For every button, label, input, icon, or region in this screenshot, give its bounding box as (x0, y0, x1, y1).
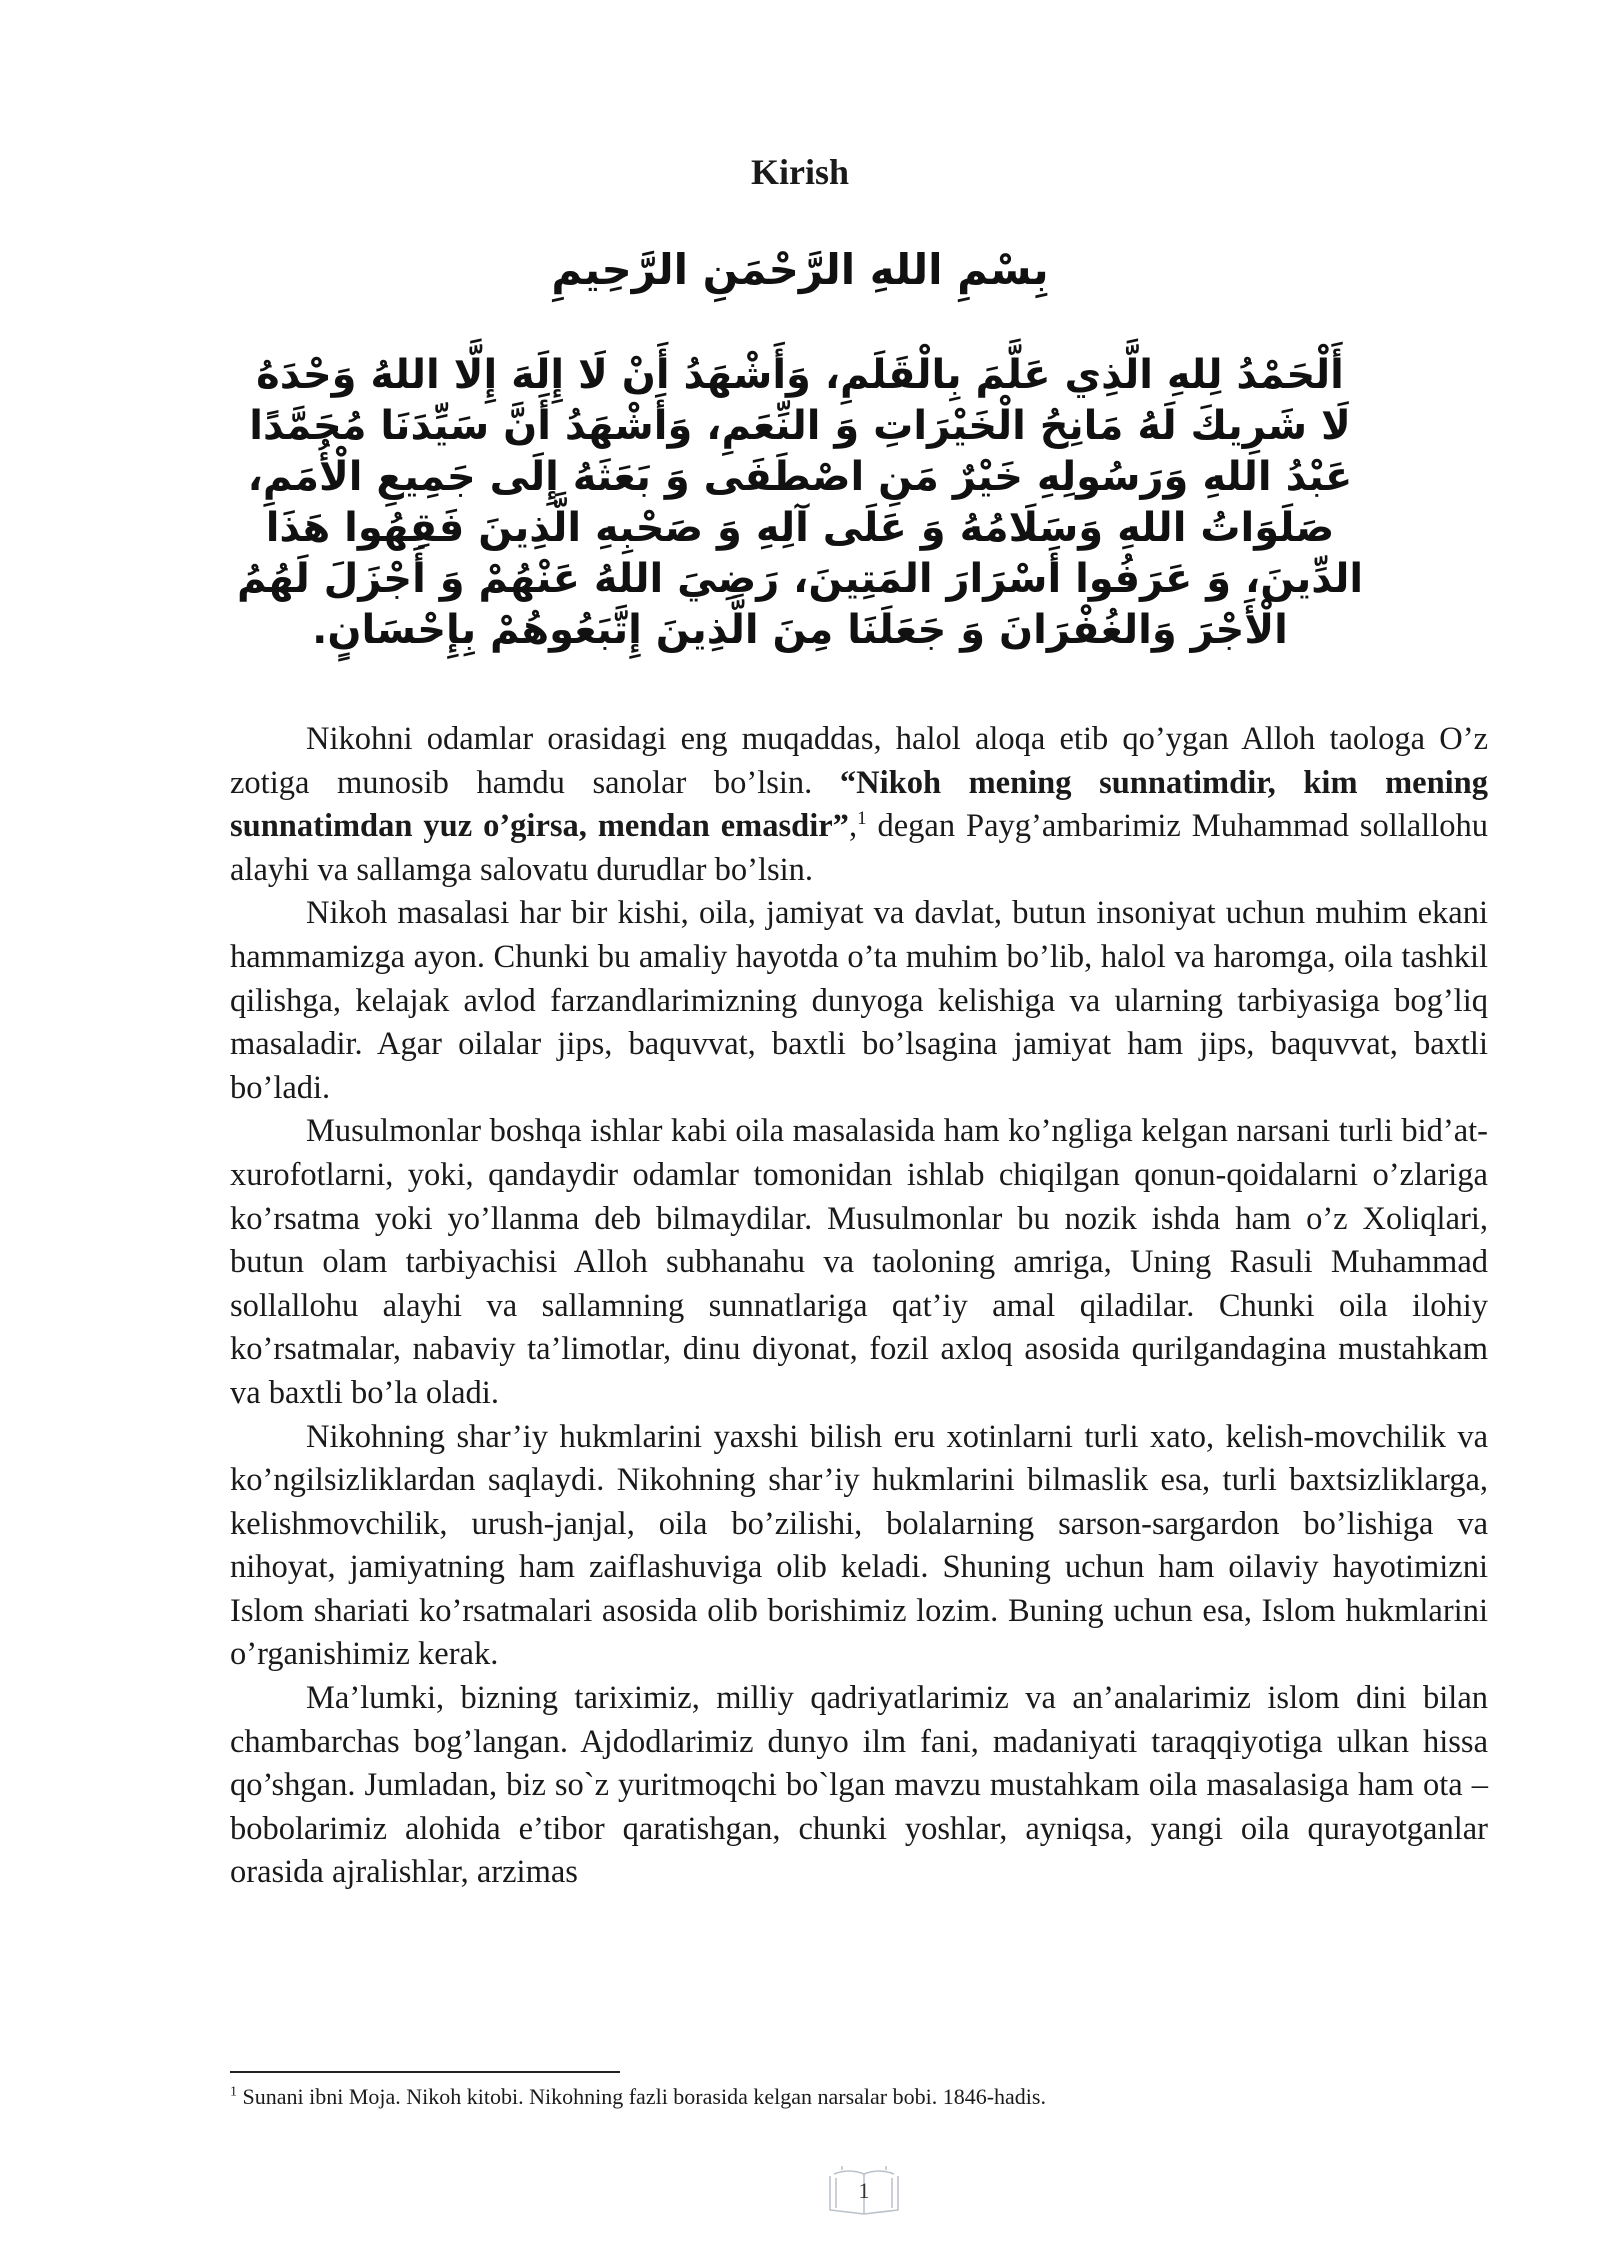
arabic-line: صَلَوَاتُ اللهِ وَسَلَامُهُ وَ عَلَى آلِهِ وَ صَحْبِهِ الَّذِينَ فَقِهُوا هَذَا (265, 505, 1335, 551)
arabic-line: أَلْحَمْدُ لِلهِ الَّذِي عَلَّمَ بِالْقَلَمِ، وَأَشْهَدُ أَنْ لَا إِلَهَ إِلَّا اللهُ وَحْدَهُ (256, 352, 1344, 398)
arabic-opening-prayer (200, 350, 1400, 656)
arabic-line: عَبْدُ اللهِ وَرَسُولِهِ خَيْرٌ مَنِ اصْطَفَى وَ بَعَثَهُ إِلَى جَمِيعِ الْأُمَمِ، (247, 454, 1353, 500)
footnote (230, 2082, 1490, 2112)
page-number-ornament (822, 2164, 906, 2218)
footnote-number: 1 (230, 2084, 237, 2100)
footnote-text: Sunani ibni Moja. Nikoh kitobi. Nikohning fazli borasida kelgan narsalar bobi. 1846-hadis. (237, 2084, 1046, 2109)
paragraph: Ma’lumki, bizning tariximiz, milliy qadriyatlarimiz va an’analarimiz islom dini bilan chambarchas bog’langan. Ajdodlarimiz dunyo ilm fani, madaniyati taraqqiyotiga ulkan hissa qo’shgan. Jumladan, biz so`z yuritmoqchi bo`lgan mavzu mustahkam oila masalasiga ham ota – bobolarimiz alohida e’tibor qaratishgan, chunki yoshlar, ayniqsa, yangi oila qurayotganlar orasida ajralishlar, arzimas (230, 1680, 1488, 1891)
page-number: 1 (858, 2178, 870, 2203)
paragraph: Musulmonlar boshqa ishlar kabi oila masalasida ham ko’ngliga kelgan narsani turli bid’at-xurofotlarni, yoki, qandaydir odamlar tomonidan ishlab chiqilgan qonun-qoidalarni o’zlariga ko’rsatma yoki yo’llanma deb bilmaydilar. Musulmonlar bu nozik ishda ham o’z Xoliqlari, butun olam tarbiyachisi Alloh subhanahu va taoloning amriga, Uning Rasuli Muhammad sollallohu alayhi va sallamning sunnatlariga qat’iy amal qiladilar. Chunki oila ilohiy ko’rsatmalar, nabaviy ta’limotlar, dinu diyonat, fozil axloq asosida qurilgandagina mustahkam va baxtli bo’la oladi. (230, 1113, 1488, 1411)
quote-comma: , (848, 808, 858, 845)
basmala: بِسْمِ اللهِ الرَّحْمَنِ الرَّحِيمِ (551, 245, 1049, 294)
arabic-line: الدِّينَ، وَ عَرَفُوا أَسْرَارَ المَتِينَ، رَضِيَ اللهُ عَنْهُمْ وَ أَجْزَلَ لَهُمُ (236, 556, 1364, 602)
arabic-line: الْأَجْرَ وَالغُفْرَانَ وَ جَعَلَنَا مِنَ الَّذِينَ إِتَّبَعُوهُمْ بِإِحْسَانٍ. (312, 607, 1288, 653)
body-text (230, 718, 1488, 1895)
footnote-separator (230, 2071, 620, 2073)
paragraph: Nikohning shar’iy hukmlarini yaxshi bilish eru xotinlarni turli xato, kelish-movchilik va ko’ngilsizliklardan saqlaydi. Nikohning shar’iy hukmlarini bilmaslik esa, turli baxtsizliklarga, kelishmovchilik, urush-janjal, oila bo’zilishi, bolalarning sarson-sargardon bo’lishiga va nihoyat, jamiyatning ham zaiflashuviga olib keladi. Shuning uchun ham oilaviy hayotimizni Islom shariati ko’rsatmalari asosida olib borishimiz lozim. Buning uchun esa, Islom hukmlarini o’rganishimiz kerak. (230, 1418, 1488, 1673)
paragraph-text: Nikohni odamlar orasidagi eng muqaddas, halol aloqa etib qo’ygan Alloh taologa O’z zotiga munosib hamdu sanolar bo’lsin. (230, 721, 1488, 801)
paragraph-intro (230, 718, 1488, 892)
arabic-line: لَا شَرِيكَ لَهُ مَانِحُ الْخَيْرَاتِ وَ النِّعَمِ، وَأَشْهَدُ أَنَّ سَيِّدَنَا مُحَمَّدًا (249, 403, 1351, 449)
paragraph-text: degan Payg’ambarimiz Muhammad sollallohu alayhi va sallamga salovatu durudlar bo’lsin. (230, 808, 1488, 888)
paragraph: Nikoh masalasi har bir kishi, oila, jamiyat va davlat, butun insoniyat uchun muhim ekani hammamizga ayon. Chunki bu amaliy hayotda o’ta muhim bo’lib, halol va haromga, oila tashkil qilishga, kelajak avlod farzandlarimizning dunyoga kelishiga va ularning tarbiyasiga bog’liq masaladir. Agar oilalar jips, baquvvat, baxtli bo’lsagina jamiyat ham jips, baquvvat, baxtli bo’ladi. (230, 895, 1488, 1106)
page-title: Kirish (750, 152, 849, 192)
hadith-quote: “Nikoh mening sunnatimdir, kim mening sunnatimdan yuz o’girsa, mendan emasdir” (230, 764, 1489, 845)
footnote-reference[interactable]: 1 (857, 808, 867, 830)
